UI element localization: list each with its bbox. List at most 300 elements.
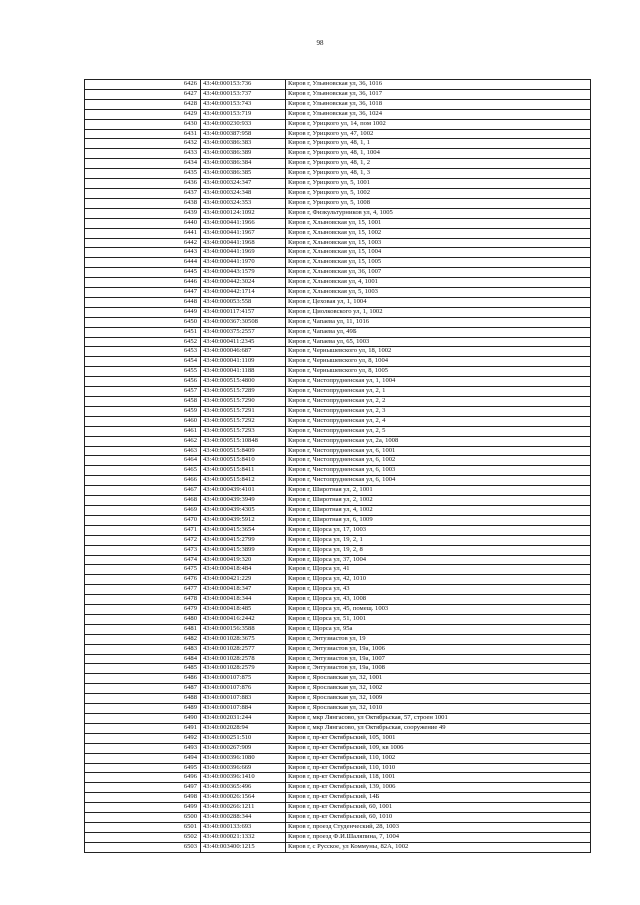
table-row [85,288,591,298]
cadastral-number-cell: 43:40:000230:933 [201,119,286,129]
cadastral-number-cell: 43:40:000324:353 [201,198,286,208]
row-number-cell: 6492 [85,733,201,743]
table-row [85,684,591,694]
row-number-cell: 6443 [85,248,201,258]
address-cell: Киров г, Чапаева ул, 65, 1003 [286,337,591,347]
address-cell: Киров г, пр-кт Октябрьский, 110, 1010 [286,763,591,773]
row-number-cell: 6461 [85,426,201,436]
row-number-cell: 6462 [85,436,201,446]
address-cell: Киров г, Хлыновская ул, 15, 1004 [286,248,591,258]
cadastral-number-cell: 43:40:000515:7290 [201,397,286,407]
row-number-cell: 6491 [85,723,201,733]
table-row [85,258,591,268]
table-row [85,208,591,218]
address-cell: Киров г, Чистопрудненская ул, 2, 5 [286,426,591,436]
cadastral-number-cell: 43:40:000439:4305 [201,505,286,515]
table-row [85,129,591,139]
row-number-cell: 6446 [85,278,201,288]
address-cell: Киров г, пр-кт Октябрьский, 118, 1001 [286,773,591,783]
address-cell: Киров г, Ульяновская ул, 36, 1018 [286,99,591,109]
cadastral-number-cell: 43:40:000026:1564 [201,793,286,803]
address-cell: Киров г, Цеховая ул, 1, 1004 [286,297,591,307]
cadastral-number-cell: 43:40:000041:1109 [201,357,286,367]
row-number-cell: 6427 [85,89,201,99]
table-row [85,832,591,842]
table-row [85,297,591,307]
row-number-cell: 6496 [85,773,201,783]
cadastral-number-cell: 43:40:000117:4157 [201,307,286,317]
address-cell: Киров г, Ульяновская ул, 36, 1016 [286,80,591,90]
cadastral-number-cell: 43:40:000153:736 [201,80,286,90]
cadastral-number-cell: 43:40:000441:1970 [201,258,286,268]
address-cell: Киров г, Энтузиастов ул, 19а, 1007 [286,654,591,664]
row-number-cell: 6472 [85,535,201,545]
table-row [85,694,591,704]
cadastral-number-cell: 43:40:000419:320 [201,555,286,565]
address-cell: Киров г, мкр Лянгасово, ул Октябрьская, 57, строен 1001 [286,714,591,724]
table-row [85,307,591,317]
address-cell: Киров г, Чистопрудненская ул, 6, 1003 [286,466,591,476]
row-number-cell: 6464 [85,456,201,466]
address-cell: Киров г, Чистопрудненская ул, 6, 1001 [286,446,591,456]
table-row [85,436,591,446]
row-number-cell: 6426 [85,80,201,90]
table-row [85,654,591,664]
cadastral-number-cell: 43:40:000418:344 [201,595,286,605]
cadastral-number-cell: 43:40:000515:8409 [201,446,286,456]
table-row [85,357,591,367]
table-row [85,317,591,327]
row-number-cell: 6476 [85,575,201,585]
table-row [85,80,591,90]
row-number-cell: 6467 [85,486,201,496]
cadastral-number-cell: 43:40:000267:909 [201,743,286,753]
address-cell: Киров г, пр-кт Октябрьский, 109, кв 1006 [286,743,591,753]
row-number-cell: 6455 [85,367,201,377]
cadastral-number-cell: 43:40:000441:1967 [201,228,286,238]
cadastral-number-cell: 43:40:000324:348 [201,188,286,198]
table-row [85,337,591,347]
table-row [85,278,591,288]
address-cell: Киров г, пр-кт Октябрьский, 60, 1001 [286,803,591,813]
row-number-cell: 6498 [85,793,201,803]
table-row [85,733,591,743]
address-cell: Киров г, Щорса ул, 43, 1008 [286,595,591,605]
row-number-cell: 6460 [85,416,201,426]
row-number-cell: 6477 [85,585,201,595]
cadastral-number-cell: 43:40:000416:2442 [201,614,286,624]
address-cell: Киров г, Чистопрудненская ул, 2, 1 [286,387,591,397]
cadastral-number-cell: 43:40:000515:7293 [201,426,286,436]
cadastral-number-cell: 43:40:000396:1080 [201,753,286,763]
cadastral-number-cell: 43:40:000251:510 [201,733,286,743]
row-number-cell: 6493 [85,743,201,753]
cadastral-number-cell: 43:40:000107:883 [201,694,286,704]
address-cell: Киров г, Урицкого ул, 5, 1001 [286,179,591,189]
cadastral-number-cell: 43:40:000418:484 [201,565,286,575]
cadastral-number-cell: 43:40:000515:8410 [201,456,286,466]
address-cell: Киров г, Чистопрудненская ул, 2, 4 [286,416,591,426]
table-row [85,585,591,595]
row-number-cell: 6429 [85,109,201,119]
address-cell: Киров г, Щорса ул, 45, помещ. 1003 [286,605,591,615]
cadastral-number-cell: 43:40:000386:389 [201,149,286,159]
cadastral-number-cell: 43:40:000439:3949 [201,496,286,506]
row-number-cell: 6474 [85,555,201,565]
cadastral-number-cell: 43:40:000375:2557 [201,327,286,337]
table-row [85,248,591,258]
address-cell: Киров г, с Русское, ул Коммуны, 82А, 1002 [286,842,591,852]
table-row [85,496,591,506]
address-cell: Киров г, Чистопрудненская ул, 2, 2 [286,397,591,407]
row-number-cell: 6480 [85,614,201,624]
table-row [85,466,591,476]
cadastral-number-cell: 43:40:000124:1092 [201,208,286,218]
row-number-cell: 6482 [85,634,201,644]
cadastral-number-cell: 43:40:000515:8412 [201,476,286,486]
row-number-cell: 6486 [85,674,201,684]
address-cell: Киров г, Хлыновская ул, 15, 1003 [286,238,591,248]
table-row [85,515,591,525]
table-row [85,456,591,466]
row-number-cell: 6500 [85,813,201,823]
table-row [85,505,591,515]
row-number-cell: 6483 [85,644,201,654]
cadastral-number-cell: 43:40:000415:3899 [201,545,286,555]
cadastral-number-cell: 43:40:000439:4101 [201,486,286,496]
row-number-cell: 6437 [85,188,201,198]
table-row [85,545,591,555]
cadastral-number-cell: 43:40:000046:687 [201,347,286,357]
table-row [85,99,591,109]
table-row [85,367,591,377]
table-row [85,446,591,456]
address-cell: Киров г, Щорса ул, 51, 1001 [286,614,591,624]
cadastral-number-cell: 43:40:000396:1410 [201,773,286,783]
address-cell: Киров г, Щорса ул, 19, 2, 8 [286,545,591,555]
row-number-cell: 6487 [85,684,201,694]
cadastral-number-cell: 43:40:000053:558 [201,297,286,307]
cadastral-number-cell: 43:40:000153:743 [201,99,286,109]
address-cell: Киров г, пр-кт Октябрьский, 105, 1001 [286,733,591,743]
table-row [85,822,591,832]
address-cell: Киров г, Энтузиастов ул, 19а, 1006 [286,644,591,654]
row-number-cell: 6468 [85,496,201,506]
cadastral-number-cell: 43:40:000021:1332 [201,832,286,842]
table-row [85,555,591,565]
table-row [85,614,591,624]
cadastral-number-cell: 43:40:000515:8411 [201,466,286,476]
table-row [85,387,591,397]
address-cell: Киров г, Урицкого ул, 5, 1008 [286,198,591,208]
row-number-cell: 6456 [85,377,201,387]
row-number-cell: 6444 [85,258,201,268]
row-number-cell: 6481 [85,624,201,634]
address-cell: Киров г, Хлыновская ул, 36, 1007 [286,268,591,278]
table-row [85,753,591,763]
table-row [85,169,591,179]
row-number-cell: 6430 [85,119,201,129]
table-row [85,397,591,407]
address-cell: Киров г, Хлыновская ул, 4, 1001 [286,278,591,288]
row-number-cell: 6494 [85,753,201,763]
address-cell: Киров г, Хлыновская ул, 5, 1003 [286,288,591,298]
cadastral-number-cell: 43:40:000441:1969 [201,248,286,258]
address-cell: Киров г, Чистопрудненская ул, 1, 1004 [286,377,591,387]
row-number-cell: 6471 [85,525,201,535]
page-number: 98 [316,39,324,47]
address-cell: Киров г, пр-кт Октябрьский, 14Б [286,793,591,803]
table-row [85,565,591,575]
address-cell: Киров г, Чистопрудненская ул, 6, 1004 [286,476,591,486]
address-cell: Киров г, пр-кт Октябрьский, 139, 1006 [286,783,591,793]
row-number-cell: 6442 [85,238,201,248]
row-number-cell: 6434 [85,159,201,169]
row-number-cell: 6436 [85,179,201,189]
address-cell: Киров г, Широтная ул, 2, 1001 [286,486,591,496]
row-number-cell: 6450 [85,317,201,327]
address-cell: Киров г, Урицкого ул, 48, 1, 1 [286,139,591,149]
address-cell: Киров г, Щорса ул, 41 [286,565,591,575]
cadastral-number-cell: 43:40:001028:2579 [201,664,286,674]
row-number-cell: 6503 [85,842,201,852]
cadastral-number-cell: 43:40:000153:719 [201,109,286,119]
row-number-cell: 6479 [85,605,201,615]
cadastral-number-cell: 43:40:000386:384 [201,159,286,169]
table-row [85,198,591,208]
cadastral-number-cell: 43:40:000396:669 [201,763,286,773]
table-row [85,228,591,238]
row-number-cell: 6465 [85,466,201,476]
row-number-cell: 6470 [85,515,201,525]
address-cell: Киров г, Ярославская ул, 32, 1001 [286,674,591,684]
cadastral-number-cell: 43:40:000415:2799 [201,535,286,545]
cadastral-number-cell: 43:40:000442:1714 [201,288,286,298]
table-row [85,139,591,149]
address-cell: Киров г, Чапаева ул, 11, 1016 [286,317,591,327]
table-row [85,813,591,823]
table-row [85,783,591,793]
address-cell: Киров г, Хлыновская ул, 15, 1005 [286,258,591,268]
address-cell: Киров г, Щорса ул, 17, 1003 [286,525,591,535]
address-cell: Киров г, Чистопрудненская ул, 2, 3 [286,406,591,416]
cadastral-number-cell: 43:40:000266:1211 [201,803,286,813]
table-row [85,486,591,496]
registry-table-body [85,80,591,853]
table-row [85,803,591,813]
cadastral-number-cell: 43:40:000415:3654 [201,525,286,535]
row-number-cell: 6488 [85,694,201,704]
row-number-cell: 6463 [85,446,201,456]
address-cell: Киров г, Щорса ул, 19, 2, 1 [286,535,591,545]
cadastral-number-cell: 43:40:001028:2577 [201,644,286,654]
table-row [85,377,591,387]
address-cell: Киров г, Чапаева ул, 49Б [286,327,591,337]
address-cell: Киров г, Щорса ул, 42, 1010 [286,575,591,585]
table-row [85,535,591,545]
row-number-cell: 6428 [85,99,201,109]
address-cell: Киров г, Энтузиастов ул, 19а, 1008 [286,664,591,674]
table-row [85,347,591,357]
address-cell: Киров г, Широтная ул, 4, 1002 [286,505,591,515]
address-cell: Киров г, Ульяновская ул, 36, 1024 [286,109,591,119]
table-row [85,575,591,585]
address-cell: Киров г, Ярославская ул, 32, 1002 [286,684,591,694]
cadastral-number-cell: 43:40:000107:876 [201,684,286,694]
address-cell: Киров г, Хлыновская ул, 15, 1001 [286,218,591,228]
address-cell: Киров г, Энтузиастов ул, 19 [286,634,591,644]
cadastral-number-cell: 43:40:003400:1215 [201,842,286,852]
table-row [85,644,591,654]
row-number-cell: 6475 [85,565,201,575]
table-row [85,624,591,634]
cadastral-number-cell: 43:40:000386:385 [201,169,286,179]
address-cell: Киров г, Чистопрудненская ул, 6, 1002 [286,456,591,466]
cadastral-number-cell: 43:40:000386:383 [201,139,286,149]
row-number-cell: 6484 [85,654,201,664]
row-number-cell: 6439 [85,208,201,218]
address-cell: Киров г, Урицкого ул, 5, 1002 [286,188,591,198]
address-cell: Киров г, Чернышевского ул, 8, 1004 [286,357,591,367]
address-cell: Киров г, Широтная ул, 2, 1002 [286,496,591,506]
table-row [85,179,591,189]
address-cell: Киров г, Урицкого ул, 48, 1, 2 [286,159,591,169]
row-number-cell: 6435 [85,169,201,179]
cadastral-number-cell: 43:40:000439:5912 [201,515,286,525]
registry-table [84,79,591,853]
row-number-cell: 6454 [85,357,201,367]
address-cell: Киров г, Чернышевского ул, 8, 1005 [286,367,591,377]
address-cell: Киров г, проезд Ф.И.Шаляпина, 7, 1004 [286,832,591,842]
table-row [85,327,591,337]
cadastral-number-cell: 43:40:000441:1966 [201,218,286,228]
cadastral-number-cell: 43:40:000421:229 [201,575,286,585]
table-row [85,406,591,416]
address-cell: Киров г, Физкультурников ул, 4, 1005 [286,208,591,218]
cadastral-number-cell: 43:40:000418:347 [201,585,286,595]
table-row [85,595,591,605]
row-number-cell: 6499 [85,803,201,813]
table-row [85,238,591,248]
cadastral-number-cell: 43:40:000387:958 [201,129,286,139]
row-number-cell: 6473 [85,545,201,555]
address-cell: Киров г, Щорса ул, 37, 1004 [286,555,591,565]
cadastral-number-cell: 43:40:000288:344 [201,813,286,823]
cadastral-number-cell: 43:40:000441:1968 [201,238,286,248]
address-cell: Киров г, Чистопрудненская ул, 2а, 1008 [286,436,591,446]
cadastral-number-cell: 43:40:002028:94 [201,723,286,733]
row-number-cell: 6440 [85,218,201,228]
table-row [85,89,591,99]
table-row [85,842,591,852]
row-number-cell: 6502 [85,832,201,842]
cadastral-number-cell: 43:40:000515:7292 [201,416,286,426]
table-row [85,714,591,724]
table-row [85,119,591,129]
table-row [85,605,591,615]
table-row [85,763,591,773]
table-row [85,268,591,278]
row-number-cell: 6497 [85,783,201,793]
row-number-cell: 6453 [85,347,201,357]
row-number-cell: 6458 [85,397,201,407]
cadastral-number-cell: 43:40:001028:2578 [201,654,286,664]
row-number-cell: 6448 [85,297,201,307]
cadastral-number-cell: 43:40:000107:884 [201,704,286,714]
row-number-cell: 6451 [85,327,201,337]
row-number-cell: 6466 [85,476,201,486]
cadastral-number-cell: 43:40:000418:485 [201,605,286,615]
row-number-cell: 6459 [85,406,201,416]
address-cell: Киров г, Урицкого ул, 48, 1, 3 [286,169,591,179]
address-cell: Киров г, Урицкого ул, 47, 1002 [286,129,591,139]
row-number-cell: 6441 [85,228,201,238]
address-cell: Киров г, Щорса ул, 43 [286,585,591,595]
cadastral-number-cell: 43:40:000411:2345 [201,337,286,347]
cadastral-number-cell: 43:40:002031:244 [201,714,286,724]
table-row [85,793,591,803]
address-cell: Киров г, Ярославская ул, 32, 1010 [286,704,591,714]
table-row [85,634,591,644]
table-row [85,426,591,436]
row-number-cell: 6438 [85,198,201,208]
row-number-cell: 6433 [85,149,201,159]
row-number-cell: 6469 [85,505,201,515]
cadastral-number-cell: 43:40:000153:737 [201,89,286,99]
row-number-cell: 6457 [85,387,201,397]
cadastral-number-cell: 43:40:000156:3588 [201,624,286,634]
address-cell: Киров г, пр-кт Октябрьский, 60, 1010 [286,813,591,823]
table-row [85,773,591,783]
cadastral-number-cell: 43:40:000515:4800 [201,377,286,387]
row-number-cell: 6445 [85,268,201,278]
cadastral-number-cell: 43:40:000365:496 [201,783,286,793]
address-cell: Киров г, пр-кт Октябрьский, 110, 1002 [286,753,591,763]
table-row [85,109,591,119]
address-cell: Киров г, Чернышевского ул, 18, 1002 [286,347,591,357]
row-number-cell: 6501 [85,822,201,832]
address-cell: Киров г, Щорса ул, 95а [286,624,591,634]
address-cell: Киров г, Ярославская ул, 32, 1009 [286,694,591,704]
row-number-cell: 6495 [85,763,201,773]
table-row [85,218,591,228]
row-number-cell: 6478 [85,595,201,605]
address-cell: Киров г, Хлыновская ул, 15, 1002 [286,228,591,238]
table-row [85,743,591,753]
row-number-cell: 6490 [85,714,201,724]
row-number-cell: 6449 [85,307,201,317]
cadastral-number-cell: 43:40:000324:347 [201,179,286,189]
cadastral-number-cell: 43:40:000443:1579 [201,268,286,278]
row-number-cell: 6489 [85,704,201,714]
cadastral-number-cell: 43:40:000515:7289 [201,387,286,397]
address-cell: Киров г, мкр Лянгасово, ул Октябрьская, сооружение 49 [286,723,591,733]
table-row [85,188,591,198]
cadastral-number-cell: 43:40:000041:1188 [201,367,286,377]
cadastral-number-cell: 43:40:000107:875 [201,674,286,684]
address-cell: Киров г, Урицкого ул, 14, пом 1002 [286,119,591,129]
cadastral-number-cell: 43:40:001028:3675 [201,634,286,644]
table-row [85,476,591,486]
table-row [85,664,591,674]
address-cell: Киров г, Широтная ул, 6, 1009 [286,515,591,525]
table-row [85,674,591,684]
row-number-cell: 6485 [85,664,201,674]
cadastral-number-cell: 43:40:000515:7291 [201,406,286,416]
table-row [85,416,591,426]
address-cell: Киров г, Ульяновская ул, 36, 1017 [286,89,591,99]
cadastral-number-cell: 43:40:000133:693 [201,822,286,832]
